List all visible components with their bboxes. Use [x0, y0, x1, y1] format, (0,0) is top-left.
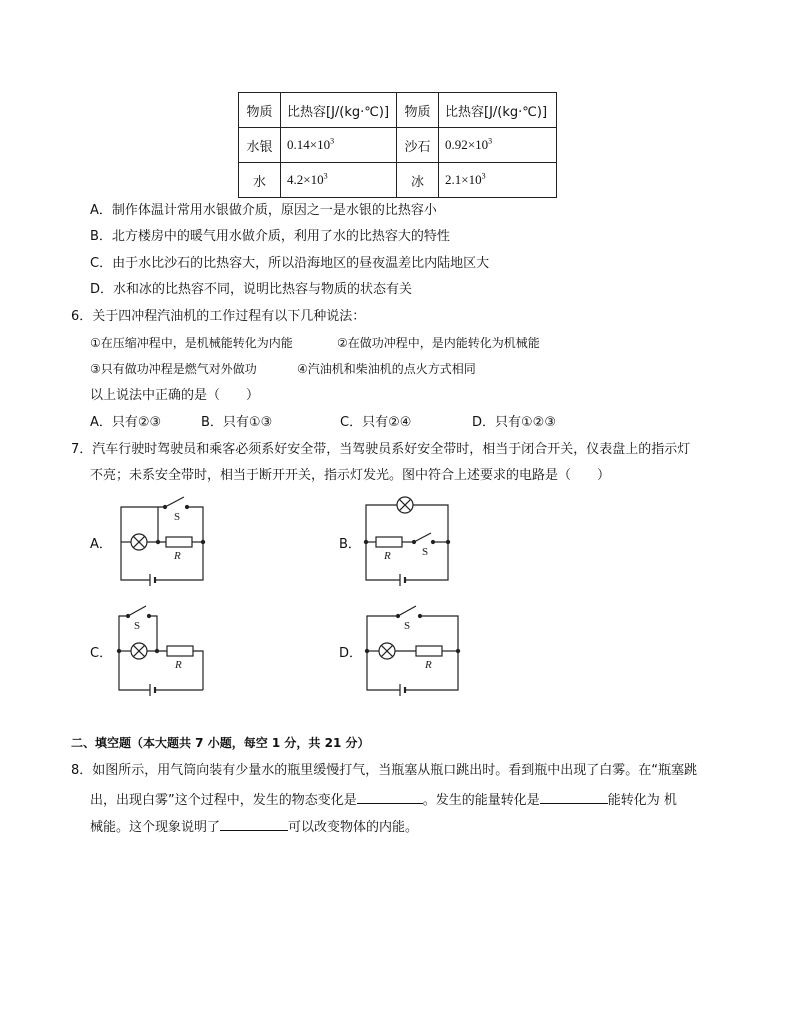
circuit-a-switch — [165, 497, 184, 507]
table-cell: $4.2\times 10^3$ — [281, 163, 397, 198]
q6-statement-2: ②在做功冲程中，是内能转化为机械能 — [337, 336, 540, 350]
table-header-cell: 比热容[J/(kg·℃)] — [281, 93, 397, 128]
circuit-a-resistor — [166, 537, 192, 547]
table-header-cell: 比热容[J/(kg·℃)] — [439, 93, 557, 128]
table-cell: $0.14\times 10^3$ — [281, 128, 397, 163]
q8-blank-2[interactable] — [540, 789, 608, 804]
q8-blank-1[interactable] — [357, 789, 423, 804]
circuit-c — [117, 606, 203, 696]
q6-statement-1: ①在压缩冲程中，是机械能转化为内能 — [90, 336, 293, 350]
q5-option-b: B．北方楼房中的暖气用水做介质，利用了水的比热容大的特性 — [90, 229, 450, 244]
q6-option-c: C．只有②④ — [340, 415, 412, 430]
q6-option-d: D．只有①②③ — [472, 415, 556, 430]
q6-option-a: A．只有②③ — [90, 415, 162, 430]
q6-prompt: 以上说法中正确的是（ ） — [90, 388, 260, 403]
circuit-c-wire — [119, 616, 128, 651]
circuit-d-resistor — [416, 646, 442, 656]
table-cell: 水 — [239, 163, 281, 198]
circuit-d-switch — [398, 606, 416, 616]
q5-option-a: A．制作体温计常用水银做介质，原因之一是水银的比热容小 — [90, 203, 437, 218]
q8-line-3: 械能。这个现象说明了 可以改变物体的内能。 — [90, 816, 418, 837]
q7-line-2: 不亮；未系安全带时，相当于断开开关，指示灯发光。图中符合上述要求的电路是（ ） — [90, 468, 611, 483]
section-2-title: 二、填空题（本大题共 7 小题，每空 1 分，共 21 分） — [71, 736, 370, 750]
circuit-d-switch-label: S — [404, 620, 411, 632]
table-header-cell: 物质 — [397, 93, 439, 128]
circuit-c-resistor-label: R — [175, 659, 182, 671]
circuit-a-label: A． — [90, 537, 112, 552]
q6-stem: 6．关于四冲程汽油机的工作过程有以下几种说法： — [71, 309, 366, 324]
circuit-c-label: C． — [90, 646, 113, 661]
circuit-c-resistor — [167, 646, 193, 656]
table-cell: 冰 — [397, 163, 439, 198]
q5-option-c: C．由于水比沙石的比热容大，所以沿海地区的昼夜温差比内陆地区大 — [90, 256, 490, 271]
circuit-a-switch-label: S — [174, 511, 181, 523]
table-cell: 沙石 — [397, 128, 439, 163]
table-cell: 水银 — [239, 128, 281, 163]
q8-line-1: 8．如图所示，用气筒向装有少量水的瓶里缓慢打气，当瓶塞从瓶口跳出时。看到瓶中出现了白雾。在“瓶塞跳 — [71, 763, 698, 778]
table-cell: $0.92\times 10^3$ — [439, 128, 557, 163]
circuit-a-resistor-label: R — [174, 550, 181, 562]
circuit-a — [121, 497, 205, 586]
q6-option-b: B．只有①③ — [201, 415, 273, 430]
q8-line-2: 出，出现白雾”这个过程中，发生的物态变化是 。发生的能量转化是 能转化为 机 — [90, 789, 677, 810]
q6-statement-3: ③只有做功冲程是燃气对外做功 — [90, 362, 257, 376]
circuit-b — [364, 497, 449, 586]
q5-option-d: D．水和冰的比热容不同，说明比热容与物质的状态有关 — [90, 282, 413, 297]
circuit-c-switch-label: S — [134, 620, 141, 632]
circuit-b-resistor-label: R — [384, 550, 391, 562]
table-cell: $2.1\times 10^3$ — [439, 163, 557, 198]
circuit-b-switch — [414, 533, 431, 542]
circuit-c-switch — [128, 606, 146, 616]
circuit-b-switch-label: S — [422, 546, 429, 558]
q7-line-1: 7．汽车行驶时驾驶员和乘客必须系好安全带，当驾驶员系好安全带时，相当于闭合开关，仪表盘上的指示灯 — [71, 442, 691, 457]
circuit-b-label: B． — [339, 537, 361, 552]
table-header-cell: 物质 — [239, 93, 281, 128]
q6-statement-4: ④汽油机和柴油机的点火方式相同 — [297, 362, 476, 376]
circuit-d — [365, 606, 459, 696]
circuit-d-label: D． — [339, 646, 363, 661]
circuit-d-resistor-label: R — [425, 659, 432, 671]
circuit-b-resistor — [376, 537, 402, 547]
q8-blank-3[interactable] — [220, 816, 288, 831]
